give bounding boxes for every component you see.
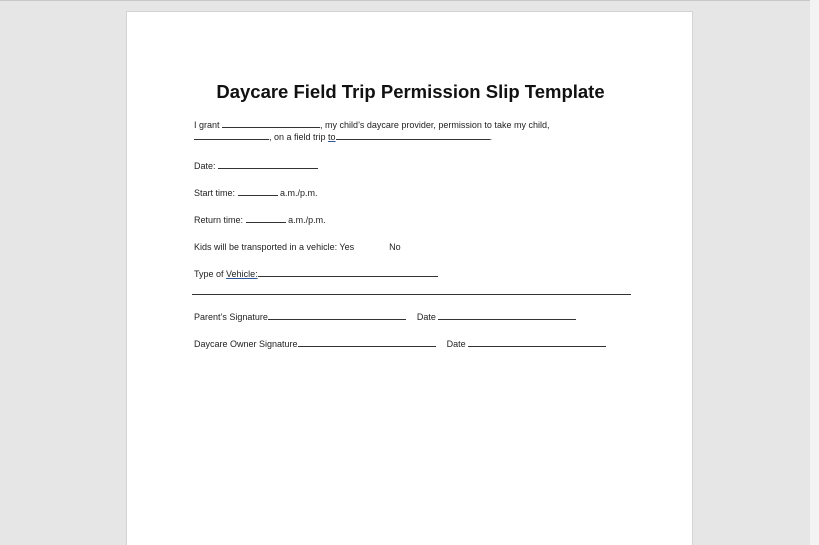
vehicle-blank[interactable] [258, 269, 438, 277]
parent-signature-label: Parent’s Signature [194, 312, 268, 322]
grant-prefix: I grant [194, 120, 220, 130]
child-trip-line [194, 132, 492, 142]
start-time-line [194, 188, 318, 198]
owner-signature-blank[interactable] [298, 339, 436, 347]
owner-signature-label: Daycare Owner Signature [194, 339, 298, 349]
return-time-blank[interactable] [246, 215, 286, 223]
parent-signature-blank[interactable] [268, 312, 406, 320]
date-label: Date: [194, 161, 216, 171]
trip-prefix: , on a field trip [269, 132, 326, 142]
start-time-suffix: a.m./p.m. [280, 188, 318, 198]
trip-destination-blank[interactable] [336, 132, 490, 140]
vehicle-word: Vehicle: [226, 269, 258, 279]
grant-middle: , my child’s daycare provider, permission to take my child, [320, 120, 550, 130]
trip-end: . [489, 132, 493, 142]
date-blank[interactable] [218, 161, 318, 169]
owner-date-blank[interactable] [468, 339, 606, 347]
window-top-border [0, 0, 819, 1]
date-line [194, 161, 318, 171]
trip-to-word: to [328, 132, 336, 142]
return-time-suffix: a.m./p.m. [288, 215, 326, 225]
section-divider [192, 294, 631, 295]
vehicle-line [194, 269, 438, 279]
scrollbar-track[interactable] [810, 0, 819, 545]
start-time-label: Start time: [194, 188, 236, 198]
document-title: Daycare Field Trip Permission Slip Template [216, 81, 605, 102]
grant-line [194, 120, 549, 130]
start-time-blank[interactable] [238, 188, 278, 196]
return-time-label: Return time: [194, 215, 244, 225]
owner-date-label: Date [446, 339, 466, 349]
parent-date-label: Date [416, 312, 436, 322]
document-page [126, 11, 693, 545]
owner-signature-line [194, 339, 606, 349]
transport-label: Kids will be transported in a vehicle: Yes [194, 242, 355, 252]
transport-no: No [389, 242, 401, 252]
parent-date-blank[interactable] [438, 312, 576, 320]
vehicle-label: Type of [194, 269, 224, 279]
provider-name-blank[interactable] [222, 120, 320, 128]
child-name-blank[interactable] [194, 132, 269, 140]
transport-line [194, 242, 401, 252]
parent-signature-line [194, 312, 576, 322]
return-time-line [194, 215, 326, 225]
